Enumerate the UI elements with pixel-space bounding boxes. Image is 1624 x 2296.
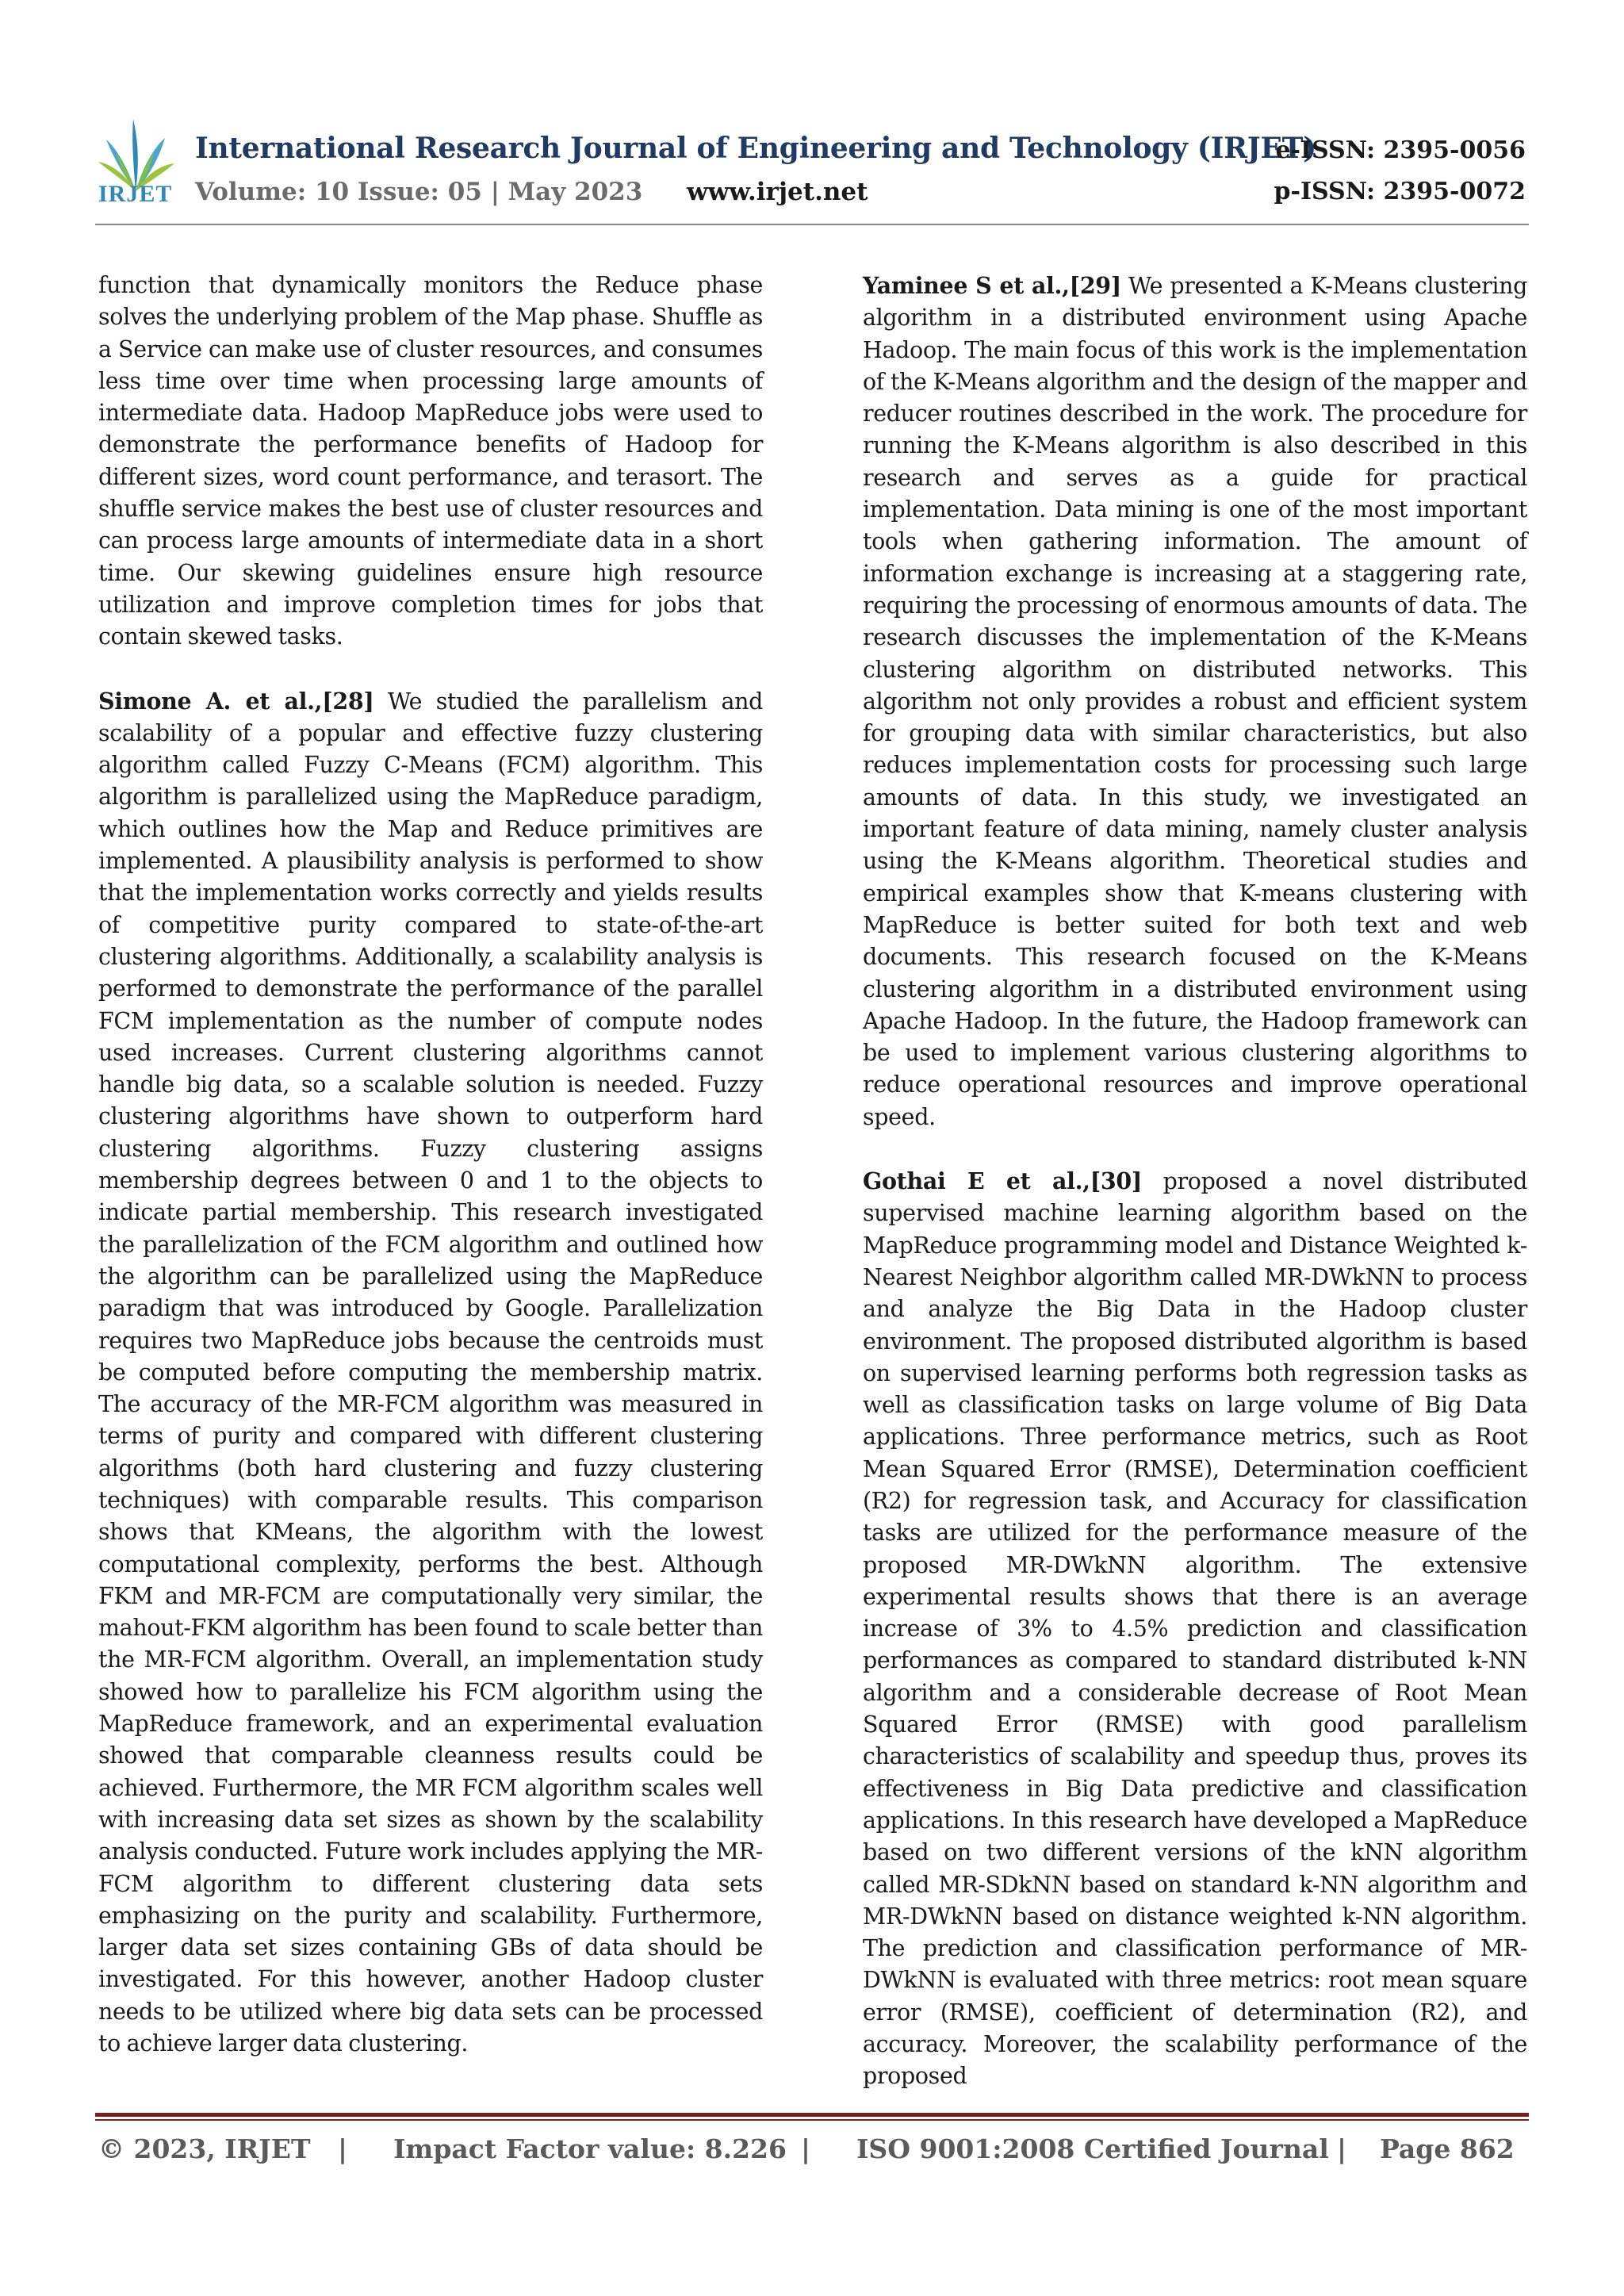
footer-separator: | (801, 2133, 811, 2164)
logo-text: IRJET (98, 181, 173, 207)
right-column (863, 270, 1527, 2125)
paragraph-text: function that dynamically monitors the Reduce phase solves the underlying problem of the Map phase. Shuffle as a Service can make use of cluster resources, and consumes less time over time when processing large amounts of intermediate data. Hadoop MapReduce jobs were used to demonstrate the performance benefits of Hadoop for different sizes, word count performance, and terasort. The shuffle service makes the best use of cluster resources and can process large amounts of intermediate data in a short time. Our skewing guidelines ensure high resource utilization and improve completion times for jobs that contain skewed tasks. (98, 272, 763, 650)
footer-separator: | (1337, 2133, 1347, 2164)
paragraph-text: We studied the parallelism and scalability of a popular and effective fuzzy clustering algorithm called Fuzzy C-Means (FCM) algorithm. This algorithm is parallelized using the MapReduce paradigm, which outlines how the Map and Reduce primitives are implemented. A plausibility analysis is performed to show that the implementation works correctly and yields results of competitive purity compared to state-of-the-art clustering algorithms. Additionally, a scalability analysis is performed to demonstrate the performance of the parallel FCM implementation as the number of compute nodes used increases. Current clustering algorithms cannot handle big data, so a scalable solution is needed. Fuzzy clustering algorithms have shown to outperform hard clustering algorithms. Fuzzy clustering assigns membership degrees between 0 and 1 to the objects to indicate partial membership. This research investigated the parallelization of the FCM algorithm and outlined how the algorithm can be parallelized using the MapReduce paradigm that was introduced by Google. Parallelization requires two MapReduce jobs because the centroids must be computed before computing the membership matrix. The accuracy of the MR-FCM algorithm was measured in terms of purity and compared with different clustering algorithms (both hard clustering and fuzzy clustering techniques) with comparable results. This comparison shows that KMeans, the algorithm with the lowest computational complexity, performs the best. Although FKM and MR-FCM are computationally very similar, the mahout-FKM algorithm has been found to scale better than the MR-FCM algorithm. Overall, an implementation study showed how to parallelize his FCM algorithm using the MapReduce framework, and an experimental evaluation showed that comparable cleanness results could be achieved. Furthermore, the MR FCM algorithm scales well with increasing data set sizes as shown by the scalability analysis conducted. Future work includes applying the MR-FCM algorithm to different clustering data sets emphasizing on the purity and scalability. Furthermore, larger data set sizes containing GBs of data should be investigated. For this however, another Hadoop cluster needs to be utilized where big data sets can be processed to achieve larger data clustering. (98, 688, 763, 2057)
footer (98, 2133, 1529, 2168)
footer-separator: | (338, 2133, 348, 2164)
p-issn: p-ISSN: 2395-0072 (1274, 178, 1526, 205)
paragraph (98, 685, 763, 2060)
footer-divider-thin (95, 2119, 1529, 2121)
footer-page-number: Page 862 (1380, 2133, 1515, 2164)
paragraph (863, 1165, 1527, 2093)
author-citation: Simone A. et al.,[28] (98, 687, 374, 715)
footer-divider (95, 2113, 1529, 2117)
footer-iso: ISO 9001:2008 Certified Journal (856, 2133, 1329, 2164)
author-citation: Yaminee S et al.,[29] (863, 272, 1121, 299)
journal-title: International Research Journal of Engineering and Technology (IRJET) (195, 132, 1316, 165)
footer-copyright: © 2023, IRJET (98, 2133, 311, 2164)
header-divider (95, 224, 1529, 225)
author-citation: Gothai E et al.,[30] (863, 1167, 1142, 1195)
footer-impact-factor: Impact Factor value: 8.226 (393, 2133, 787, 2164)
paragraph (863, 270, 1527, 1133)
website-link[interactable]: www.irjet.net (687, 178, 868, 206)
left-column (98, 270, 763, 2091)
paragraph-text: proposed a novel distributed supervised machine learning algorithm based on the MapReduce programming model and Distance Weighted k-Nearest Neighbor algorithm called MR-DWkNN to process and analyze the Big Data in the Hadoop cluster environment. The proposed distributed algorithm is based on supervised learning performs both regression tasks as well as classification tasks on large volume of Big Data applications. Three performance metrics, such as Root Mean Squared Error (RMSE), Determination coefficient (R2) for regression task, and Accuracy for classification tasks are utilized for the performance measure of the proposed MR-DWkNN algorithm. The extensive experimental results shows that there is an average increase of 3% to 4.5% prediction and classification performances as compared to standard distributed k-NN algorithm and a considerable decrease of Root Mean Squared Error (RMSE) with good parallelism characteristics of scalability and speedup thus, proves its effectiveness in Big Data predictive and classification applications. In this research have developed a MapReduce based on two different versions of the kNN algorithm called MR-SDkNN based on standard k-NN algorithm and MR-DWkNN based on distance weighted k-NN algorithm. The prediction and classification performance of MR-DWkNN is evaluated with three metrics: root mean square error (RMSE), coefficient of determination (R2), and accuracy. Moreover, the scalability performance of the proposed (863, 1168, 1527, 2090)
paragraph-text: We presented a K-Means clustering algorithm in a distributed environment using Apache Hadoop. The main focus of this work is the implementation of the K-Means algorithm and the design of the mapper and reducer routines described in the work. The procedure for running the K-Means algorithm is also described in this research and serves as a guide for practical implementation. Data mining is one of the most important tools when gathering information. The amount of information exchange is increasing at a staggering rate, requiring the processing of enormous amounts of data. The research discusses the implementation of the K-Means clustering algorithm on distributed networks. This algorithm not only provides a robust and efficient system for grouping data with similar characteristics, but also reduces implementation costs for processing such large amounts of data. In this study, we investigated an important feature of data mining, namely cluster analysis using the K-Means algorithm. Theoretical studies and empirical examples show that K-means clustering with MapReduce is better suited for both text and web documents. This research focused on the K-Means clustering algorithm in a distributed environment using Apache Hadoop. In the future, the Hadoop framework can be used to implement various clustering algorithms to reduce operational resources and improve operational speed. (863, 273, 1528, 1130)
issue-info: Volume: 10 Issue: 05 | May 2023 (195, 178, 643, 206)
paragraph (98, 270, 763, 654)
e-issn: e-ISSN: 2395-0056 (1275, 136, 1526, 164)
